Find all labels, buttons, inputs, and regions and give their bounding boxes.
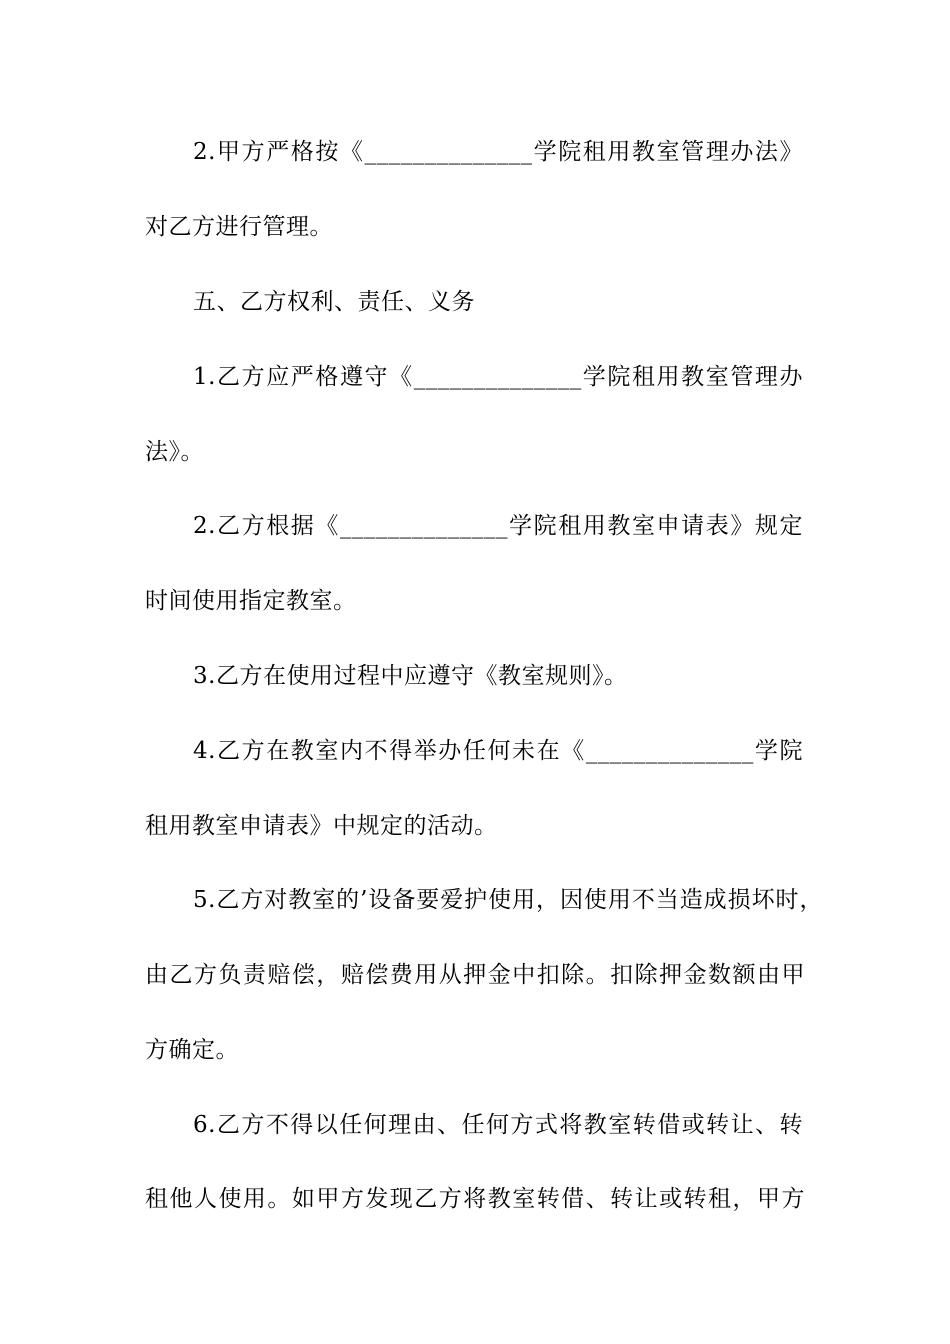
section-heading: 五、乙方权利、责任、义务 [193, 289, 475, 315]
paragraph-line: 2.乙方根据《______________学院租用教室申请表》规定 [193, 513, 803, 539]
paragraph-line: 时间使用指定教室。 [145, 588, 357, 614]
paragraph-line: 对乙方进行管理。 [145, 214, 333, 240]
paragraph-line: 租他人使用。如甲方发现乙方将教室转借、转让或转租，甲方 [145, 1186, 805, 1212]
paragraph-line: 2.甲方严格按《______________学院租用教室管理办法》 [193, 139, 803, 165]
paragraph-line: 5.乙方对教室的’设备要爱护使用，因使用不当造成损坏时， [193, 887, 823, 913]
paragraph-line: 租用教室申请表》中规定的活动。 [145, 813, 498, 839]
paragraph-line: 1.乙方应严格遵守《______________学院租用教室管理办 [193, 364, 803, 390]
paragraph-line: 3.乙方在使用过程中应遵守《教室规则》。 [193, 663, 628, 689]
paragraph-line: 方确定。 [145, 1037, 239, 1063]
paragraph-line: 法》。 [145, 439, 204, 465]
paragraph-line: 6.乙方不得以任何理由、任何方式将教室转借或转让、转 [193, 1112, 803, 1138]
paragraph-line: 由乙方负责赔偿，赔偿费用从押金中扣除。扣除押金数额由甲 [145, 962, 805, 988]
paragraph-line: 4.乙方在教室内不得举办任何未在《______________学院 [193, 738, 803, 764]
